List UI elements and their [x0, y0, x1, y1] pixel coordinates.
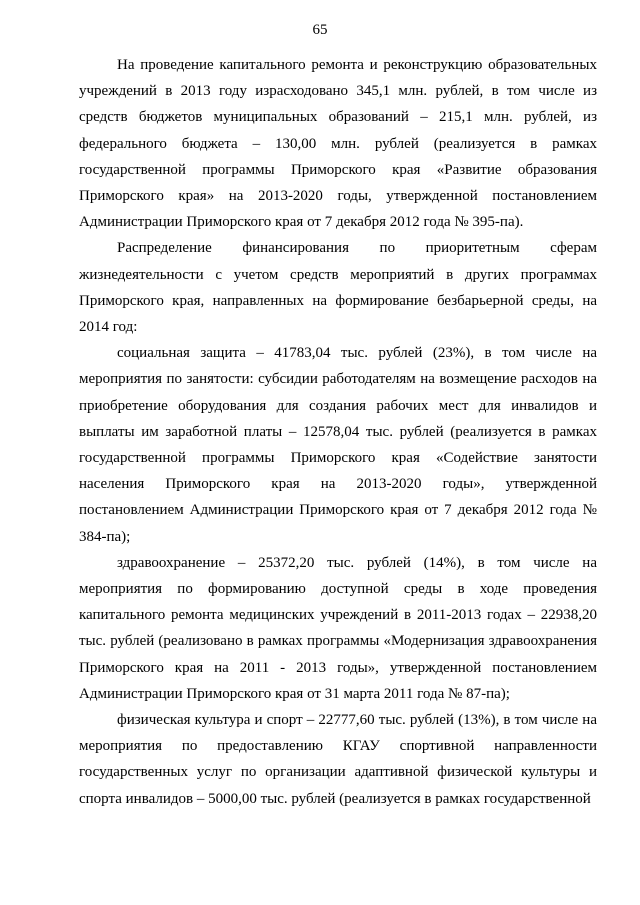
paragraph-capital-repair: На проведение капитального ремонта и реконструкцию образовательных учреждений в 2013 году израсходовано 345,1 млн. рублей, в том числе из средств бюджетов муниципальных образований – 215,1 млн. рублей, из федерального бюджета – 130,00 млн. рублей (реализуется в рамках государственной программы Приморского края «Развитие образования Приморского края» на 2013-2020 годы, утвержденной постановлением Администрации Приморского края от 7 декабря 2012 года № 395-па).	[79, 57, 597, 231]
document-body	[79, 52, 597, 812]
page-number: 65	[312, 22, 328, 38]
paragraph-financing-distribution: Распределение финансирования по приоритетным сферам жизнедеятельности с учетом средств мероприятий в других программах Приморского края, направленных на формирование безбарьерной среды, на 2014 год:	[79, 240, 597, 336]
paragraph-healthcare: здравоохранение – 25372,20 тыс. рублей (14%), в том числе на мероприятия по формированию доступной среды в ходе проведения капитального ремонта медицинских учреждений в 2011-2013 годах – 22938,20 тыс. рублей (реализовано в рамках программы «Модернизация здравоохранения Приморского края на 2011 - 2013 годы», утвержденной постановлением Администрации Приморского края от 31 марта 2011 года № 87-па);	[79, 554, 597, 702]
paragraph-social-protection: социальная защита – 41783,04 тыс. рублей (23%), в том числе на мероприятия по занятости: субсидии работодателям на возмещение расходов на приобретение оборудования для создания рабочих мест для инвалидов и выплаты им заработной платы – 12578,04 тыс. рублей (реализуется в рамках государственной программы Приморского края «Содействие занятости населения Приморского края на 2013-2020 годы», утвержденной постановлением Администрации Приморского края от 7 декабря 2012 года № 384-па);	[79, 345, 597, 545]
paragraph-physical-culture-sport: физическая культура и спорт – 22777,60 тыс. рублей (13%), в том числе на мероприятия по предоставлению КГАУ спортивной направленности государственных услуг по организации адаптивной физической культуры и спорта инвалидов – 5000,00 тыс. рублей (реализуется в рамках государственной	[79, 712, 597, 807]
